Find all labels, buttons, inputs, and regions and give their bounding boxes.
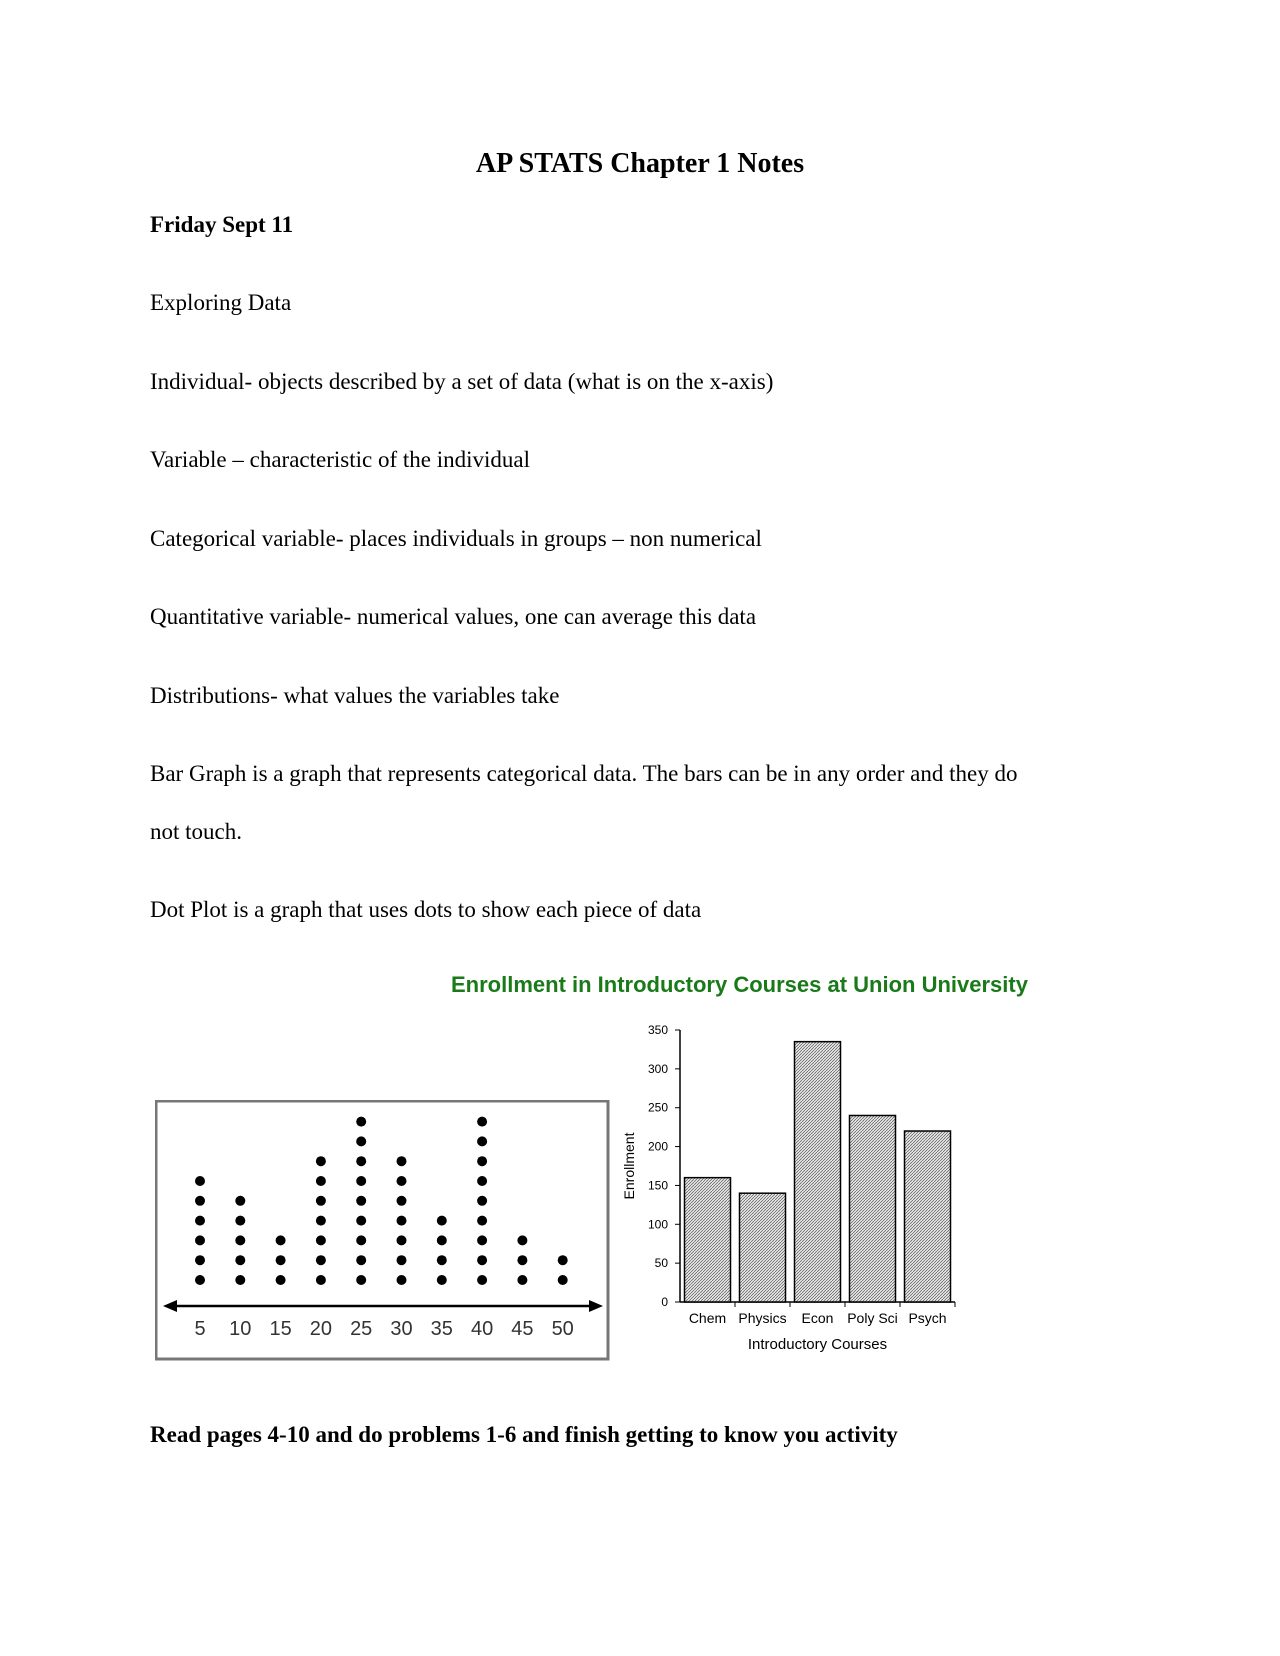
- dot-plot-dot: [316, 1196, 326, 1206]
- text-line-exploring-data: Exploring Data: [150, 290, 292, 315]
- bar-chart-y-tick-label: 200: [647, 1139, 668, 1154]
- text-line-categorical: Categorical variable- places individuals in groups – non numerical: [150, 526, 762, 551]
- dot-plot-dot: [397, 1176, 407, 1186]
- bar-chart-y-tick-label: 100: [647, 1217, 668, 1232]
- dot-plot-dot: [356, 1216, 366, 1226]
- bar-chart-x-tick-label: Econ: [801, 1310, 834, 1326]
- bar-chart-x-tick-label: Psych: [908, 1310, 947, 1326]
- dot-plot-tick-label: 40: [470, 1318, 494, 1340]
- bar-chart-y-tick-label: 300: [647, 1061, 668, 1076]
- bar-chart-bar: [685, 1178, 731, 1302]
- dot-plot-tick-label: 15: [269, 1318, 292, 1340]
- dot-plot-tick-label: 35: [430, 1318, 453, 1340]
- dot-plot-dot: [235, 1275, 245, 1285]
- bar-chart: [610, 1020, 970, 1372]
- dot-plot-dot: [437, 1255, 447, 1265]
- bar-chart-y-axis-label: Enrollment: [621, 1132, 637, 1200]
- dot-plot-dot: [477, 1216, 487, 1226]
- dot-plot-dot: [316, 1275, 326, 1285]
- document-title: AP STATS Chapter 1 Notes: [475, 148, 805, 179]
- dot-plot-dot: [356, 1235, 366, 1245]
- bar-chart-title: Enrollment in Introductory Courses at Union University: [451, 972, 1028, 997]
- dot-plot-dot: [316, 1235, 326, 1245]
- dot-plot-dot: [397, 1255, 407, 1265]
- dot-plot-dot: [276, 1235, 286, 1245]
- bar-chart-x-axis-label: Introductory Courses: [747, 1336, 888, 1353]
- text-line-distributions: Distributions- what values the variables take: [150, 683, 560, 708]
- bar-chart-x-tick-label: Poly Sci: [847, 1310, 898, 1326]
- dot-plot-dot: [356, 1275, 366, 1285]
- text-line-bar-graph: Bar Graph is a graph that represents categorical data. The bars can be in any order and they do: [150, 761, 1018, 786]
- dot-plot-dot: [316, 1156, 326, 1166]
- dot-plot-dot: [477, 1156, 487, 1166]
- dot-plot-dot: [477, 1136, 487, 1146]
- dot-plot-dot: [195, 1176, 205, 1186]
- text-line-bar-graph-cont: not touch.: [150, 819, 242, 844]
- dot-plot-dot: [356, 1196, 366, 1206]
- bar-chart-bar: [850, 1115, 896, 1302]
- bar-chart-bar: [795, 1042, 841, 1302]
- bar-chart-x-tick-label: Physics: [738, 1310, 787, 1326]
- text-line-dot-plot: Dot Plot is a graph that uses dots to show each piece of data: [150, 897, 702, 922]
- bar-chart-y-tick-label: 50: [654, 1256, 668, 1271]
- dot-plot-dot: [195, 1235, 205, 1245]
- dot-plot-tick-label: 20: [309, 1318, 333, 1340]
- dot-plot-dot: [276, 1275, 286, 1285]
- bar-chart-bar: [740, 1193, 786, 1302]
- dot-plot-dot: [316, 1176, 326, 1186]
- bar-chart-y-tick-label: 150: [647, 1178, 668, 1193]
- dot-plot-dot: [356, 1136, 366, 1146]
- dot-plot-dot: [356, 1176, 366, 1186]
- dot-plot-dot: [477, 1255, 487, 1265]
- dot-plot-dot: [517, 1255, 527, 1265]
- dot-plot-dot: [195, 1216, 205, 1226]
- dot-plot-dot: [397, 1275, 407, 1285]
- bar-chart-y-tick-label: 0: [661, 1295, 668, 1309]
- dot-plot-tick-label: 10: [229, 1318, 252, 1340]
- dot-plot-dot: [195, 1196, 205, 1206]
- bar-chart-x-tick-label: Chem: [688, 1310, 727, 1326]
- dot-plot-dot: [437, 1275, 447, 1285]
- dot-plot-tick-label: 5: [194, 1318, 206, 1340]
- dot-plot-dot: [356, 1255, 366, 1265]
- dot-plot-dot: [477, 1196, 487, 1206]
- bar-chart-y-tick-label: 350: [647, 1023, 668, 1037]
- dot-plot-tick-label: 25: [350, 1318, 373, 1340]
- dot-plot-dot: [477, 1117, 487, 1127]
- dot-plot-dot: [477, 1275, 487, 1285]
- dot-plot-tick-label: 45: [511, 1318, 534, 1340]
- dot-plot-dot: [517, 1235, 527, 1245]
- assignment-text: Read pages 4-10 and do problems 1-6 and finish getting to know you activity: [150, 1422, 898, 1447]
- text-line-variable: Variable – characteristic of the individual: [150, 447, 530, 472]
- bar-chart-y-tick-label: 250: [647, 1100, 668, 1115]
- dot-plot-dot: [558, 1275, 568, 1285]
- dot-plot-dot: [397, 1156, 407, 1166]
- dot-plot-dot: [477, 1176, 487, 1186]
- text-line-quantitative: Quantitative variable- numerical values, one can average this data: [150, 604, 757, 629]
- dot-plot-dot: [235, 1235, 245, 1245]
- text-line-individual: Individual- objects described by a set of data (what is on the x-axis): [150, 369, 774, 394]
- dot-plot-frame: [156, 1101, 608, 1359]
- dot-plot-dot: [316, 1216, 326, 1226]
- dot-plot-dot: [356, 1117, 366, 1127]
- dot-plot-dot: [195, 1255, 205, 1265]
- dot-plot-dot: [235, 1196, 245, 1206]
- dot-plot-dot: [195, 1275, 205, 1285]
- dot-plot-dot: [437, 1216, 447, 1226]
- dot-plot-tick-label: 30: [390, 1318, 413, 1340]
- date-heading: Friday Sept 11: [150, 212, 294, 237]
- dot-plot-dot: [397, 1196, 407, 1206]
- dot-plot-dot: [477, 1235, 487, 1245]
- dot-plot-dot: [235, 1216, 245, 1226]
- bar-chart-bar: [905, 1131, 951, 1302]
- dot-plot-dot: [558, 1255, 568, 1265]
- dot-plot-dot: [235, 1255, 245, 1265]
- dot-plot-dot: [397, 1235, 407, 1245]
- dot-plot-tick-label: 50: [551, 1318, 574, 1340]
- dot-plot-dot: [397, 1216, 407, 1226]
- dot-plot-dot: [356, 1156, 366, 1166]
- dot-plot-dot: [316, 1255, 326, 1265]
- dot-plot: [155, 1100, 611, 1362]
- dot-plot-dot: [437, 1235, 447, 1245]
- dot-plot-dot: [276, 1255, 286, 1265]
- dot-plot-dot: [517, 1275, 527, 1285]
